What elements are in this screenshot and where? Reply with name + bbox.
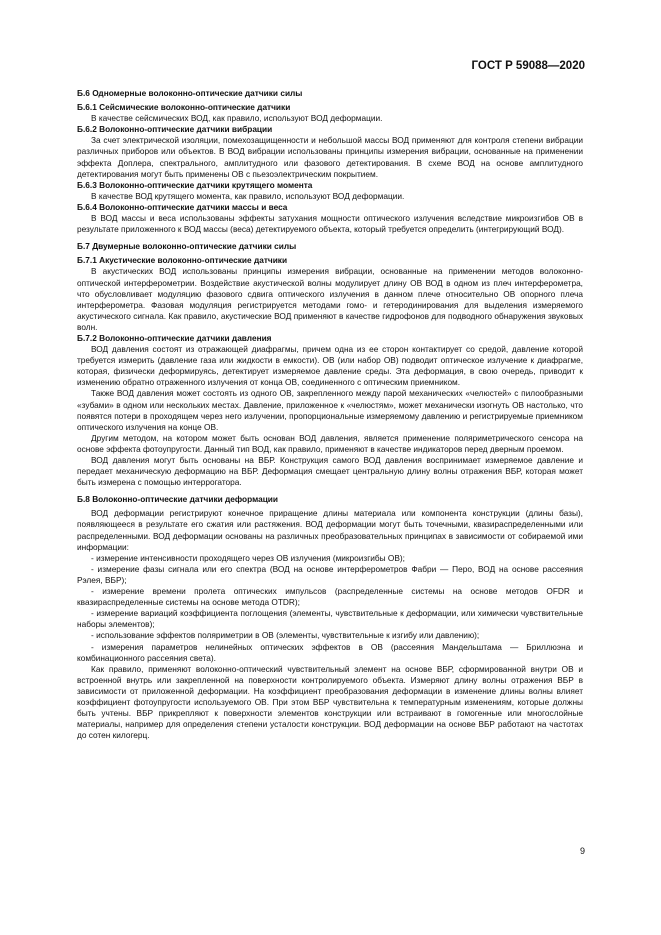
section-b6	[77, 88, 583, 99]
subsection-heading: Б.6.4 Волоконно-оптические датчики массы и веса	[77, 201, 288, 212]
section-b7	[77, 241, 583, 252]
section-b7-2	[77, 333, 583, 488]
paragraph: В ВОД массы и веса использованы эффекты затухания мощности оптического излучения вследствие микроизгибов ОВ в результате приложенного к ВОД массы (веса) детектируемого объекта, который требуется определить (интегрирующий ВОД).	[77, 213, 583, 235]
list-item: - измерение фазы сигнала или его спектра (ВОД на основе интерферометров Фабри — Перо, ВОД на основе рассеяния Рэлея, ВБР);	[77, 563, 583, 585]
section-b6-4	[77, 202, 583, 235]
list-item: - использование эффектов поляриметрии в ОВ (элементы, чувствительные к изгибу или давлению);	[91, 630, 480, 641]
paragraph: Другим методом, на котором может быть основан ВОД давления, является применение поляриметрического сенсора на основе эффекта фотоупругости. Данный тип ВОД, как правило, применяют в качестве индикаторов перед дверным проемом.	[77, 432, 583, 454]
paragraph: ВОД давления состоят из отражающей диафрагмы, причем одна из ее сторон контактирует со средой, давление которой требуется измерить (давление газа или жидкости в емкости). ОВ (или набор ОВ) подводит оптическое излучение к диафрагме, которая, физически деформируясь, детектирует измеряемое давление среды. Эта деформация, в свою очередь, приводит к изменению обратно отраженного излучения от конца ОВ, соединенного с оптическим приемником.	[77, 344, 583, 388]
document-body	[77, 88, 583, 741]
standard-number: ГОСТ Р 59088—2020	[471, 60, 585, 72]
section-b6-1	[77, 102, 583, 124]
paragraph: За счет электрической изоляции, помехозащищенности и небольшой массы ВОД применяют для контроля степени вибрации различных приборов или объектов. В ВОД вибрации использованы принципы измерения вибрации, основанные на применении эффекта Доплера, спектрального, амплитудного или фазового детектирования. В схеме ВОД на основе амплитудного детектирования могут быть применены ОВ с пьезоэлектрическим покрытием.	[77, 135, 583, 179]
list-item: - измерение вариаций коэффициента поглощения (элементы, чувствительные к деформации, или химически чувствительные наборы элементов);	[77, 608, 583, 630]
section-b7-1	[77, 255, 583, 333]
list-item: - измерения параметров нелинейных оптических эффектов в ОВ (рассеяния Мандельштама — Бриллюэна и комбинационного рассеяния света).	[77, 641, 583, 663]
section-b6-3	[77, 180, 583, 202]
section-b6-2	[77, 124, 583, 179]
section-heading: Б.8 Волоконно-оптические датчики деформации	[77, 494, 279, 505]
paragraph: В акустических ВОД использованы принципы измерения вибрации, основанные на применении методов волоконно-оптической интерферометрии. Воздействие акустической волны модулирует длину ОВ ВОД в одном из плеч интерферометра, что обусловливает модуляцию фазового сдвига оптического излучения в данном плече относительно ОВ опорного плеча интерферометра. Фазовая модуляция регистрируется методами гомо- и гетеродинирования для выделения измеряемого акустического сигнала. Как правило, акустические ВОД применяют в качестве гидрофонов для подводного обнаружения звуковых волн.	[77, 266, 583, 332]
subsection-heading: Б.6.1 Сейсмические волоконно-оптические датчики	[77, 102, 291, 113]
list-item: - измерение интенсивности проходящего через ОВ излучения (микроизгибы ОВ);	[91, 552, 405, 563]
list-item: - измерение времени пролета оптических импульсов (распределенные системы на основе методов OFDR и квазираспределенные системы на основе метода OTDR);	[77, 586, 583, 608]
paragraph: ВОД давления могут быть основаны на ВБР. Конструкция самого ВОД давления воспринимает измеряемое давление и передает механическую деформацию на ВБР. Деформация смещает центральную длину волны отражения ВБР, которая может быть измерена с помощью интеррогатора.	[77, 455, 583, 488]
page-number: 9	[579, 846, 585, 856]
section-b8	[77, 494, 583, 741]
paragraph: Также ВОД давления может состоять из одного ОВ, закрепленного между парой механических «челюстей» с пилообразными «зубами» в одном или нескольких местах. Давление, приложенное к «челюстям», может механически изогнуть ОВ настолько, что появятся потери в проходящем через него излучении, пропорциональные измеряемому давлению и регистрируемые приемником оптического излучения на конце ОВ.	[77, 388, 583, 432]
paragraph: В качестве ВОД крутящего момента, как правило, используют ВОД деформации.	[91, 190, 405, 201]
paragraph: В качестве сейсмических ВОД, как правило, используют ВОД деформации.	[91, 113, 383, 124]
subsection-heading: Б.7.2 Волоконно-оптические датчики давления	[77, 332, 272, 343]
subsection-heading: Б.7.1 Акустические волоконно-оптические датчики	[77, 255, 288, 266]
subsection-heading: Б.6.2 Волоконно-оптические датчики вибрации	[77, 124, 273, 135]
paragraph: ВОД деформации регистрируют конечное приращение длины материала или компонента конструкции (длины базы), появляющееся в результате его сжатия или растяжения. ВОД деформации могут быть точечными, квазираспределенными или распределенными. ВОД деформации основаны на различных преобразовательных принципах в зависимости от собираемой ими информации:	[77, 508, 583, 552]
subsection-heading: Б.6.3 Волоконно-оптические датчики крутящего момента	[77, 179, 313, 190]
paragraph: Как правило, применяют волоконно-оптический чувствительный элемент на основе ВБР, сформированной внутри ОВ и встроенной внутрь или закрепленной на поверхности контролируемого объекта. Измеряют длину волны отражения ВБР в зависимости от приложенной деформации. На коэффициент преобразования деформации в изменение длины волны влияет коэффициент фотоупругости используемого ОВ. При этом ВБР чувствительна к температурным изменениям, которые должны быть учтены. ВБР прикрепляют к поверхности элементов конструкции или встраивают в гомогенные или многослойные материалы, например для определения степени усталости конструкции. ВОД деформации на основе ВБР работают на частотах до сотен килогерц.	[77, 663, 583, 741]
section-heading: Б.6 Одномерные волоконно-оптические датчики силы	[77, 88, 303, 98]
section-heading: Б.7 Двумерные волоконно-оптические датчики силы	[77, 241, 297, 252]
